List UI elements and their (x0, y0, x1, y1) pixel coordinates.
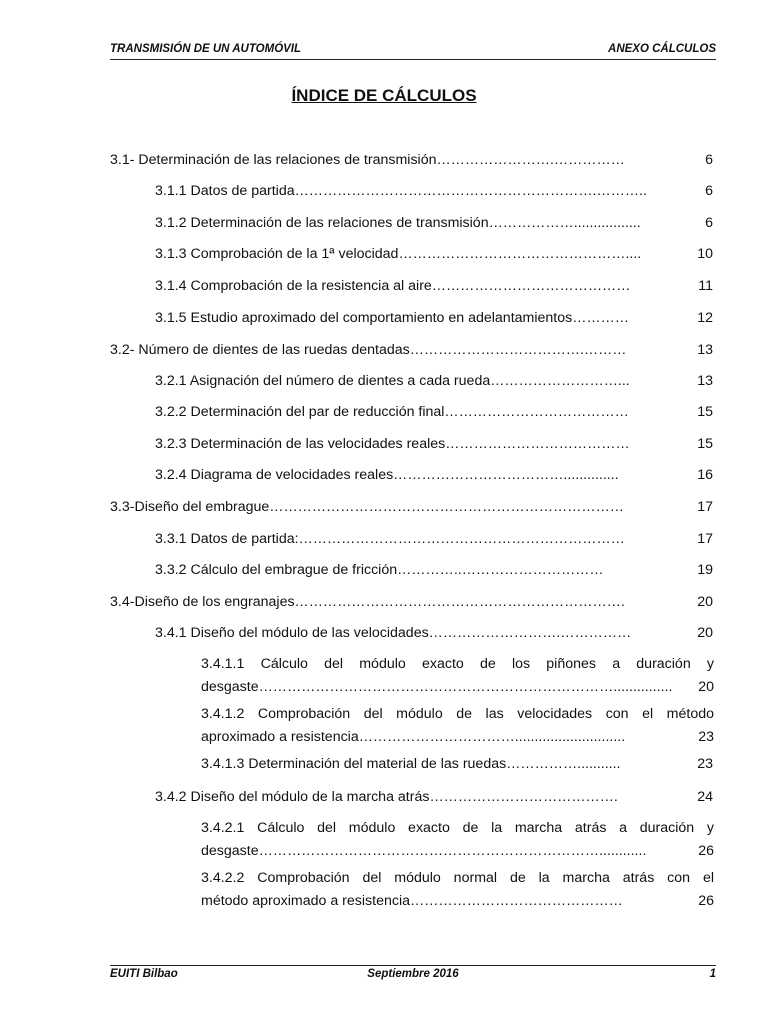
toc-entry-label: 3.1.5 Estudio aproximado del comportamiento en adelantamientos………… (155, 310, 629, 326)
toc-entry-label: 3.1.2 Determinación de las relaciones de transmisión………………................. (155, 215, 641, 231)
toc-entry-label: 3.1.3 Comprobación de la 1ª velocidad………………………………………….... (155, 246, 642, 262)
toc-entry-label: 3.4.1 Diseño del módulo de las velocidades……………………….…………… (155, 625, 632, 641)
toc-entry-label-cont: desgaste………………………………………………………………............ (201, 843, 647, 859)
toc-entry-label: 3.2.3 Determinación de las velocidades reales………………………………… (155, 436, 630, 452)
toc-entry (201, 703, 714, 749)
header-title: TRANSMISIÓN DE UN AUTOMÓVIL (110, 43, 302, 55)
header-section: ANEXO CÁLCULOS (608, 43, 716, 55)
toc-entry-page: 15 (697, 404, 713, 420)
toc-entry-label: 3.4.1.3 Determinación del material de las ruedas……………........... (201, 756, 621, 772)
toc-entry-page: 17 (697, 531, 713, 547)
toc-entry-label-cont: desgaste…………………………………………………………………............... (201, 679, 673, 695)
toc-entry-continuation (201, 676, 714, 699)
toc-entry-label: 3.1.4 Comprobación de la resistencia al aire…………………………………… (155, 278, 631, 294)
toc-entry-page: 6 (705, 183, 713, 199)
toc-entry-label: 3.4-Diseño de los engranajes……………………………………………………………. (110, 594, 625, 610)
toc-entry-page: 23 (697, 756, 713, 772)
toc-entry-label: 3.2- Número de dientes de las ruedas dentadas……………………………….……… (110, 342, 627, 358)
toc-entry-continuation (201, 726, 714, 749)
toc-entry-page: 11 (698, 278, 713, 294)
toc-entry-continuation (201, 890, 714, 913)
toc-entry-page: 20 (697, 594, 713, 610)
toc-entry-page: 20 (697, 625, 713, 641)
toc-entry-label: 3.4.2.1 Cálculo del módulo exacto de la marcha atrás a duración y (201, 820, 714, 836)
toc-entry-label: 3.1.1 Datos de partida……………………………………………………….……….. (155, 183, 647, 199)
toc-entry-label: 3.2.1 Asignación del número de dientes a cada rueda………………………... (155, 373, 630, 389)
page-title: ÍNDICE DE CÁLCULOS (291, 86, 477, 105)
toc-entry (201, 653, 714, 699)
toc-entry-label: 3.2.4 Diagrama de velocidades reales……………………………….............. (155, 467, 619, 483)
toc-entry-page: 26 (698, 893, 714, 909)
page-header (110, 42, 716, 60)
toc-entry-label: 3.3.1 Datos de partida:…………………………………………………………… (155, 531, 625, 547)
toc-entry-label: 3.4.1.1 Cálculo del módulo exacto de los piñones a duración y (201, 656, 714, 672)
toc-entry (201, 817, 714, 863)
toc-entry-page: 24 (697, 789, 713, 805)
toc-entry-page: 16 (697, 467, 713, 483)
toc-entry-label: 3.1- Determinación de las relaciones de transmisión…………………….…………… (110, 152, 625, 168)
toc-entry-page: 23 (698, 729, 714, 745)
toc-entry-page: 10 (697, 246, 713, 262)
toc-entry-label: 3.2.2 Determinación del par de reducción final………………………………… (155, 404, 629, 420)
toc-entry-label: 3.4.2.2 Comprobación del módulo normal de la marcha atrás con el (201, 870, 714, 886)
toc-entry-page: 17 (697, 499, 713, 515)
toc-entry-page: 15 (697, 436, 713, 452)
toc-entry-label-cont: método aproximado a resistencia……………………………………… (201, 893, 623, 909)
toc-entry-page: 6 (705, 215, 713, 231)
toc-entry-page: 13 (697, 342, 713, 358)
toc-entry-label: 3.4.2 Diseño del módulo de la marcha atrás…………………………………. (155, 789, 618, 805)
toc-entry-page: 26 (698, 843, 714, 859)
footer-institution: EUITI Bilbao (110, 968, 178, 980)
toc-entry-page: 13 (697, 373, 713, 389)
toc-entry-label: 3.4.1.2 Comprobación del módulo de las velocidades con el método (201, 706, 714, 722)
toc-entry-continuation (201, 840, 714, 863)
footer-date: Septiembre 2016 (367, 968, 459, 980)
toc-entry-label: 3.3-Diseño del embrague………………………………………………………………… (110, 499, 624, 515)
toc-entry-page: 19 (697, 562, 713, 578)
footer-page-number: 1 (709, 968, 716, 980)
toc-entry-page: 6 (705, 152, 713, 168)
page-footer (110, 965, 716, 984)
toc-entry-label: 3.3.2 Cálculo del embrague de fricción…………..………………………… (155, 562, 604, 578)
toc-entry-page: 12 (697, 310, 713, 326)
toc-entry-label-cont: aproximado a resistencia……………………………............................ (201, 729, 626, 745)
toc-entry-page: 20 (698, 679, 714, 695)
toc-entry (201, 867, 714, 913)
